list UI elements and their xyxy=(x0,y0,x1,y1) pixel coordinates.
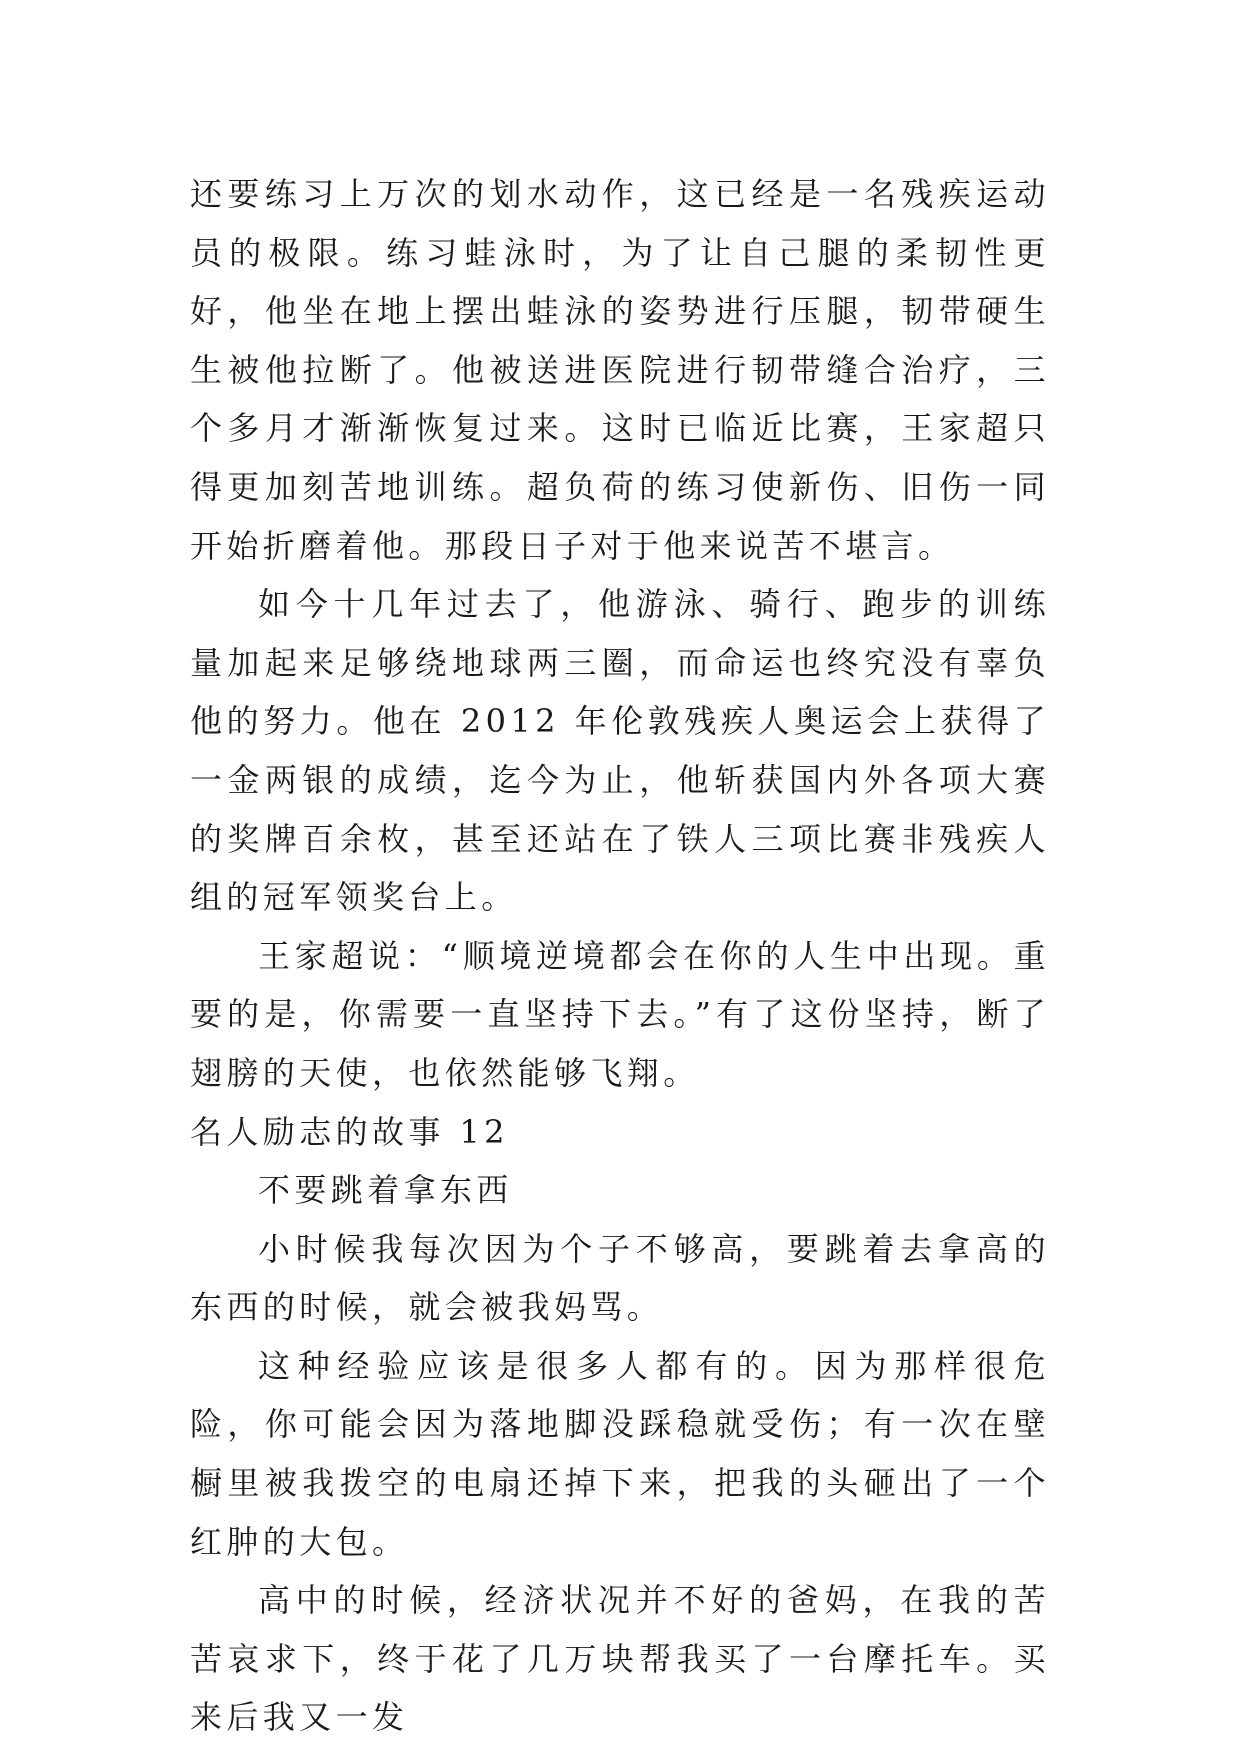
section-heading: 名人励志的故事 12 xyxy=(190,1112,509,1151)
paragraph-continuation: 还要练习上万次的划水动作，这已经是一名残疾运动员的极限。练习蛙泳时，为了让自己腿的柔韧性更好，他坐在地上摆出蛙泳的姿势进行压腿，韧带硬生生被他拉断了。他被送进医院进行韧带缝合治疗，三个多月才渐渐恢复过来。这时已临近比赛，王家超只得更加刻苦地训练。超负荷的练习使新伤、旧伤一同开始折磨着他。那段日子对于他来说苦不堪言。 xyxy=(190,175,1050,565)
story-title: 不要跳着拿东西 xyxy=(258,1171,513,1210)
paragraph-motorcycle: 高中的时候，经济状况并不好的爸妈，在我的苦苦哀求下，终于花了几万块帮我买了一台摩托车。买来后我又一发 xyxy=(190,1581,1050,1737)
paragraph-experience: 这种经验应该是很多人都有的。因为那样很危险，你可能会因为落地脚没踩稳就受伤；有一次在壁橱里被我拨空的电扇还掉下来，把我的头砸出了一个红肿的大包。 xyxy=(190,1346,1050,1561)
paragraph-training-years: 如今十几年过去了，他游泳、骑行、跑步的训练量加起来足够绕地球两三圈，而命运也终究没有辜负他的努力。他在 2012 年伦敦残疾人奥运会上获得了一金两银的成绩，迄今为止，他斩获国内外各项大赛的奖牌百余枚，甚至还站在了铁人三项比赛非残疾人组的冠军领奖台上。 xyxy=(190,585,1050,917)
document-body xyxy=(190,165,1050,1747)
paragraph-childhood: 小时候我每次因为个子不够高，要跳着去拿高的东西的时候，就会被我妈骂。 xyxy=(190,1229,1050,1327)
paragraph-quote: 王家超说：“顺境逆境都会在你的人生中出现。重要的是，你需要一直坚持下去。”有了这份坚持，断了翅膀的天使，也依然能够飞翔。 xyxy=(190,936,1050,1092)
